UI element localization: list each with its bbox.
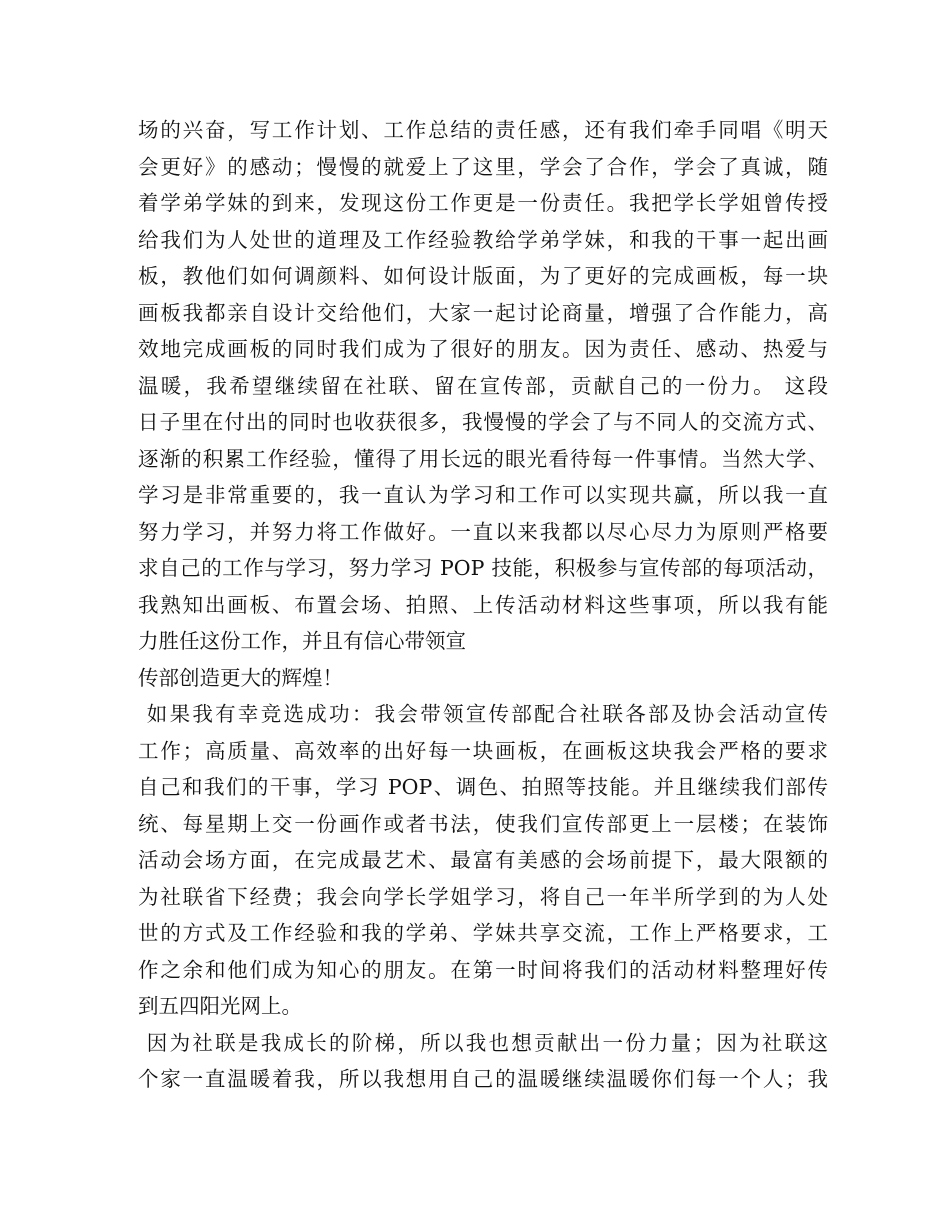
text-line: 我熟知出画板、布置会场、拍照、上传活动材料这些事项，所以我有能 — [138, 592, 828, 617]
text-line: 温暖，我希望继续留在社联、留在宣传部，贡献自己的一份力。 这段 — [138, 373, 828, 398]
text-line: 为社联省下经费；我会向学长学姐学习，将自己一年半所学到的为人处 — [138, 884, 828, 909]
text-line: 逐渐的积累工作经验，懂得了用长远的眼光看待每一件事情。当然大学、 — [138, 446, 828, 471]
text-line: 努力学习，并努力将工作做好。一直以来我都以尽心尽力为原则严格要 — [138, 519, 828, 544]
text-line: 效地完成画板的同时我们成为了很好的朋友。因为责任、感动、热爱与 — [138, 337, 828, 361]
text-line: 工作；高质量、高效率的出好每一块画板，在画板这块我会严格的要求 — [138, 738, 828, 763]
text-line: 板，教他们如何调颜料、如何设计版面，为了更好的完成画板，每一块 — [138, 264, 828, 288]
text-line: 统、每星期上交一份画作或者书法，使我们宣传部更上一层楼；在装饰 — [138, 811, 828, 836]
text-line: 力胜任这份工作，并且有信心带领宣 — [138, 629, 466, 653]
text-line: 作之余和他们成为知心的朋友。在第一时间将我们的活动材料整理好传 — [138, 957, 828, 982]
text-line: 传部创造更大的辉煌！ — [138, 665, 343, 690]
document-body — [138, 112, 828, 1098]
text-line: 如果我有幸竞选成功：我会带领宣传部配合社联各部及协会活动宣传 — [138, 702, 828, 726]
text-line: 场的兴奋，写工作计划、工作总结的责任感，还有我们牵手同唱《明天 — [138, 118, 828, 142]
text-line: 给我们为人处世的道理及工作经验教给学弟学妹，和我的干事一起出画 — [138, 227, 828, 252]
text-line: 学习是非常重要的，我一直认为学习和工作可以实现共赢，所以我一直 — [138, 483, 828, 507]
text-line: 世的方式及工作经验和我的学弟、学妹共享交流，工作上严格要求，工 — [138, 921, 828, 945]
text-line: 着学弟学妹的到来，发现这份工作更是一份责任。我把学长学姐曾传授 — [138, 191, 828, 215]
text-line: 因为社联是我成长的阶梯，所以我也想贡献出一份力量；因为社联这 — [138, 1030, 828, 1055]
text-line: 会更好》的感动；慢慢的就爱上了这里，学会了合作，学会了真诚，随 — [138, 154, 828, 179]
text-line: 个家一直温暖着我，所以我想用自己的温暖继续温暖你们每一个人；我 — [138, 1067, 828, 1091]
text-line: 画板我都亲自设计交给他们，大家一起讨论商量，增强了合作能力，高 — [138, 300, 828, 325]
text-line: 自己和我们的干事，学习 POP、调色、拍照等技能。并且继续我们部传 — [138, 775, 828, 799]
text-line: 日子里在付出的同时也收获很多，我慢慢的学会了与不同人的交流方式、 — [138, 410, 828, 434]
text-line: 求自己的工作与学习，努力学习 POP 技能，积极参与宣传部的每项活动， — [138, 556, 828, 580]
text-line: 到五四阳光网上。 — [138, 994, 302, 1018]
text-line: 活动会场方面，在完成最艺术、最富有美感的会场前提下，最大限额的 — [138, 848, 828, 872]
